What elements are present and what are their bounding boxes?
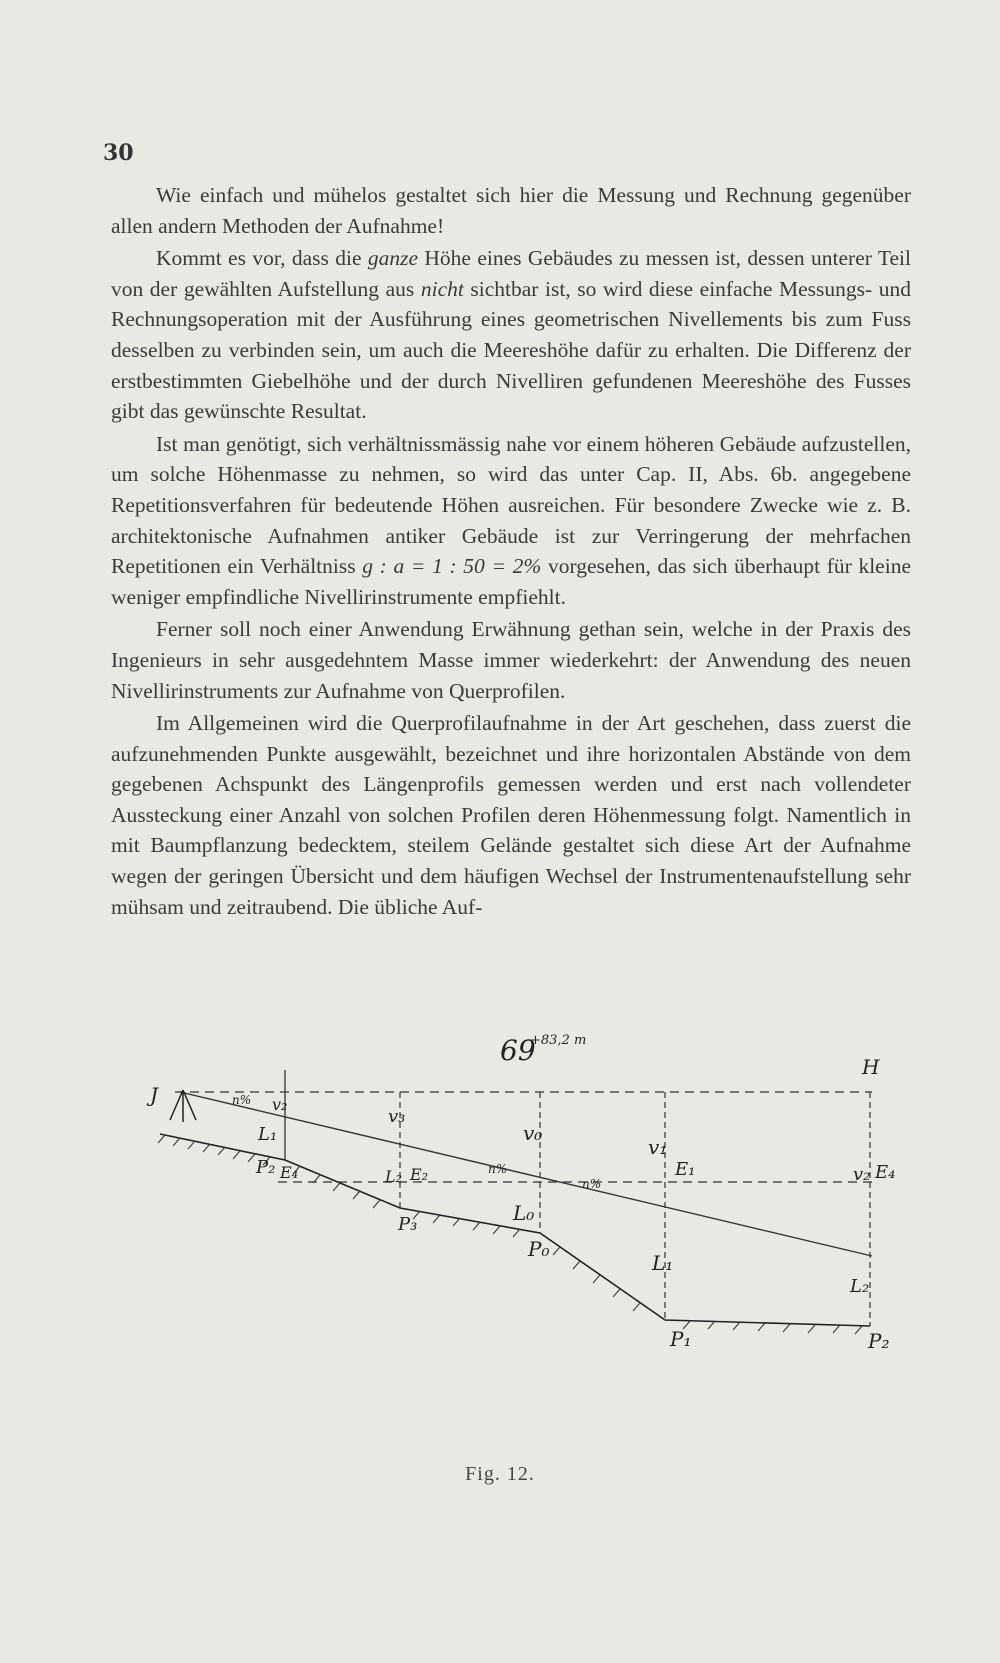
label-v3: v₃ — [388, 1106, 406, 1127]
text-run: Wie einfach und mühelos gestaltet sich hier die Messung und Rechnung gegenüber allen andern Methoden der Aufnahme! — [111, 183, 911, 238]
label-n-2: n% — [488, 1162, 508, 1176]
label-E4: E₄ — [280, 1163, 299, 1182]
text-run: Höhe eines Gebäudes zu messen ist, dessen unterer Teil von der gewählten Aufstellung aus — [111, 246, 911, 301]
label-horizon: H — [862, 1055, 880, 1079]
label-P0: P₀ — [528, 1237, 550, 1261]
label-v0: v₀ — [523, 1121, 543, 1145]
text-run: vorgesehen, das sich überhaupt für kleine weniger empfindliche Nivellirinstrumente empfiehlt. — [111, 554, 911, 609]
label-v-right: v₂ — [853, 1164, 871, 1185]
label-instrument: J — [150, 1083, 159, 1107]
page-number: 30 — [103, 140, 134, 166]
paragraph — [111, 243, 911, 427]
emphasis-text: nicht — [420, 276, 464, 301]
paragraph — [111, 614, 911, 706]
label-v1: v₁ — [648, 1135, 668, 1159]
label-P1: P₁ — [670, 1327, 692, 1351]
body-text — [111, 180, 911, 924]
figure-caption: Fig. 12. — [465, 1463, 535, 1485]
station-number: 69 — [500, 1034, 536, 1067]
paragraph — [111, 429, 911, 613]
label-P3: P₃ — [398, 1214, 418, 1235]
text-run: sichtbar ist, so wird diese einfache Messungs- und Rechnungsoperation mit der Ausführung eines geometrischen Nivellements bis zum Fuss desselben zu verbinden sein, um auch die Meereshöhe dafür zu erhalten. Die Differenz der erstbestimmten Giebelhöhe und der durch Nivelliren gefundenen Meereshöhe des Fusses gibt das gewünschte Resultat. — [111, 276, 911, 424]
label-L0: L₀ — [513, 1201, 535, 1225]
label-n-1: n% — [232, 1093, 252, 1107]
label-P2-b: P₂ — [868, 1329, 890, 1353]
text-run: Ferner soll noch einer Anwendung Erwähnung gethan sein, welche in der Praxis des Ingenieurs in sehr ausgedehntem Masse immer wiederkehrt: der Anwendung des neuen Nivellirinstruments zur Aufnahme von Querprofilen. — [111, 617, 911, 703]
label-L2-b: L₂ — [850, 1276, 870, 1297]
cross-section-diagram — [0, 1030, 1000, 1360]
label-P2: P₂ — [256, 1157, 276, 1178]
label-L2: L₂ — [385, 1167, 403, 1186]
text-run: Kommt es vor, dass die — [156, 246, 368, 271]
label-n-3: n% — [582, 1177, 602, 1191]
emphasis-text: ganze — [367, 246, 419, 271]
label-E2: E₂ — [410, 1165, 429, 1184]
emphasis-text: g : a = 1 : 50 = 2% — [362, 554, 542, 579]
label-L1-b: L₁ — [652, 1251, 674, 1275]
station-offset: +83,2 m — [530, 1033, 587, 1048]
paragraph — [111, 180, 911, 241]
label-v2: v₂ — [272, 1095, 288, 1114]
figure-12 — [0, 1030, 1000, 1360]
text-run: Ist man genötigt, sich verhältnissmässig nahe vor einem höheren Gebäude aufzustellen, um solche Höhenmasse zu nehmen, so wird das unter Cap. II, Abs. 6b. angegebene Repetitionsverfahren für bedeutende Höhen ausreichen. Für besondere Zwecke wie z. B. architektonische Aufnahmen antiker Gebäude ist zur Verringerung der mehrfachen Repetitionen ein Verhältniss — [111, 431, 911, 579]
text-run: Im Allgemeinen wird die Querprofilaufnahme in der Art geschehen, dass zuerst die aufzunehmenden Punkte ausgewählt, bezeichnet und ihre horizontalen Abstände von dem gegebenen Achspunkt des Längenprofils gemessen werden und erst nach vollendeter Aussteckung einer Anzahl von solchen Profilen deren Höhenmessung folgt. Namentlich in mit Baumpflanzung bedecktem, steilem Gelände gestaltet sich diese Art der Aufnahme wegen der geringen Übersicht und dem häufigen Wechsel der Instrumentenaufstellung sehr mühsam und zeitraubend. Die übliche Auf- — [111, 711, 911, 919]
label-E4-b: E₄ — [875, 1162, 896, 1183]
label-E1: E₁ — [675, 1159, 696, 1180]
paragraph — [111, 708, 911, 922]
label-L1: L₁ — [258, 1124, 278, 1145]
